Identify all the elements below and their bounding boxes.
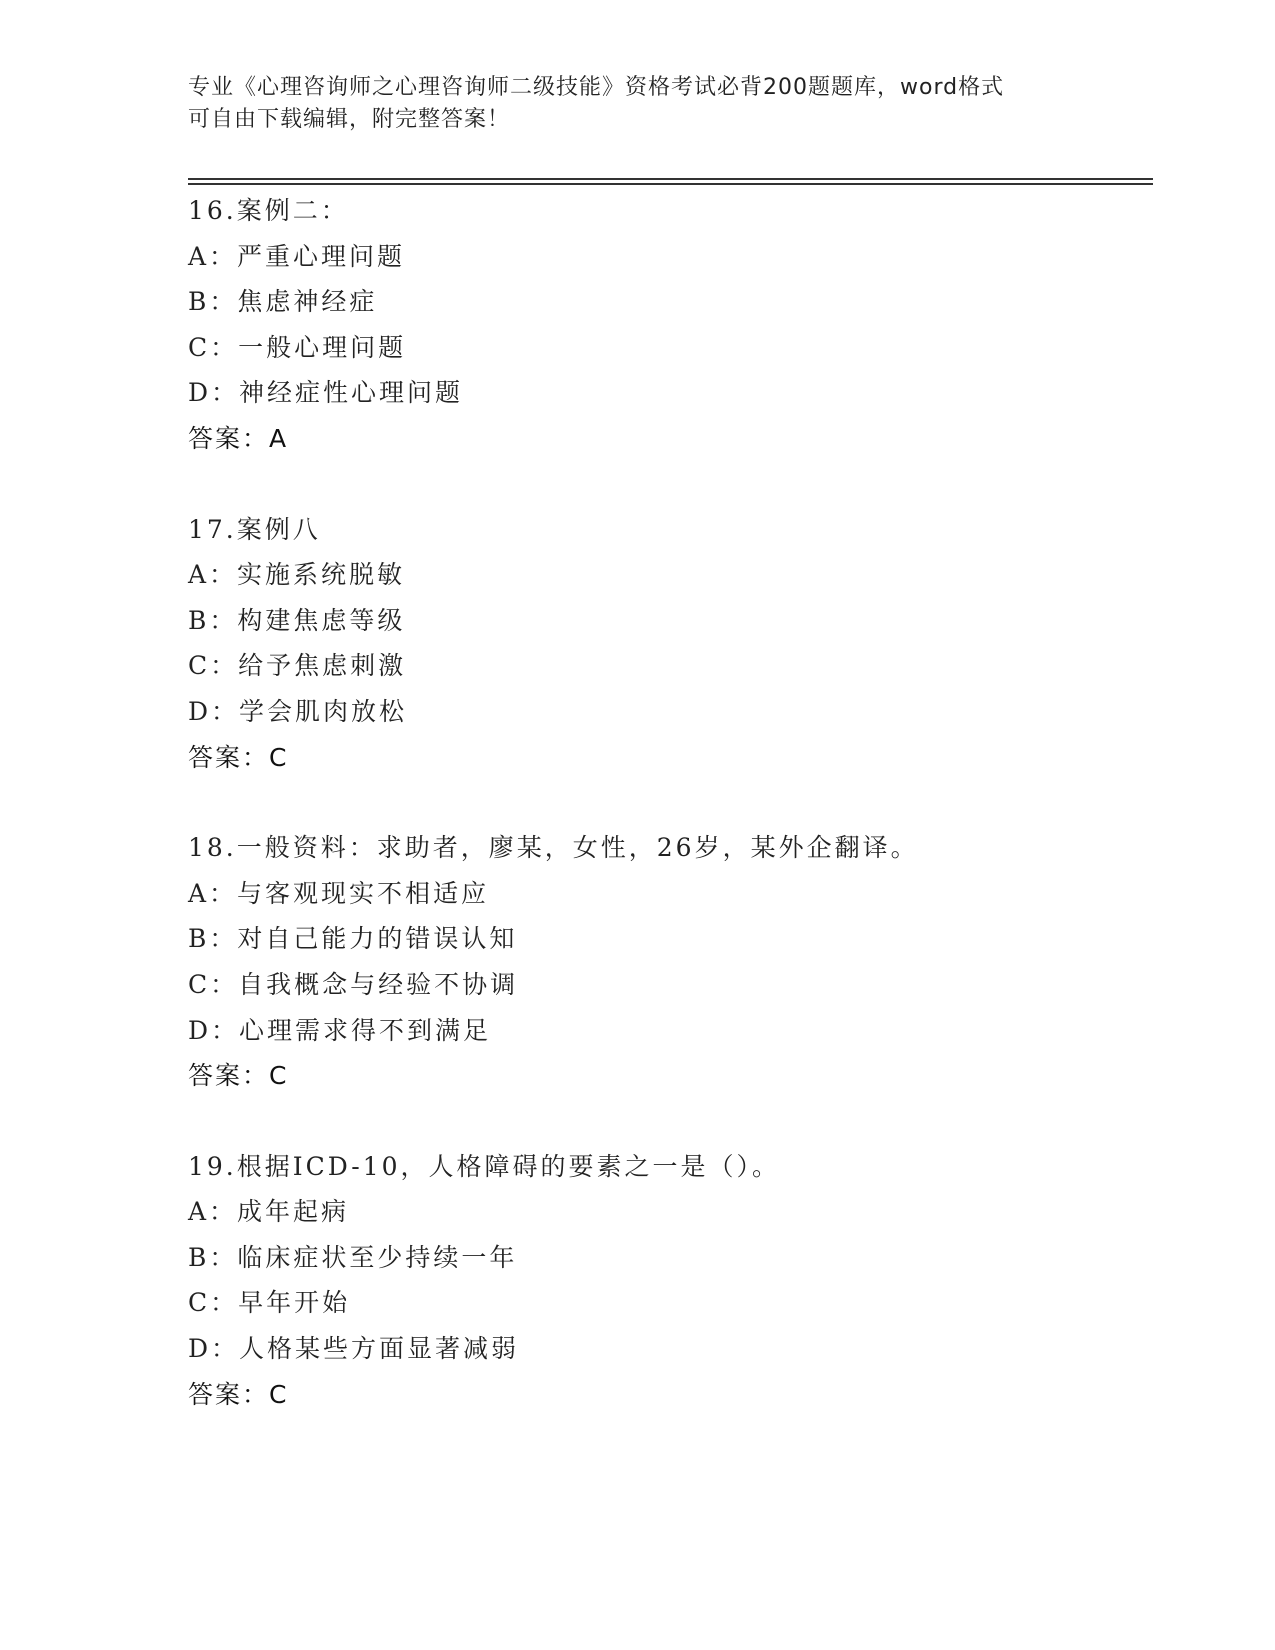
option-c: C：早年开始 bbox=[188, 1288, 351, 1318]
option-a: A：成年起病 bbox=[188, 1197, 350, 1227]
option-a: A：与客观现实不相适应 bbox=[188, 878, 490, 908]
option-a: A：实施系统脱敏 bbox=[188, 560, 406, 590]
question-stem: 19.根据ICD-10，人格障碍的要素之一是（）。 bbox=[188, 1151, 781, 1181]
option-d: D：人格某些方面显著减弱 bbox=[188, 1334, 520, 1364]
option-d: D：神经症性心理问题 bbox=[188, 378, 464, 408]
answer-line: 答案：C bbox=[188, 1061, 289, 1091]
header-line-1: 专业《心理咨询师之心理咨询师二级技能》资格考试必背200题题库，word格式 bbox=[188, 75, 1005, 100]
question-17 bbox=[188, 507, 1148, 781]
question-18 bbox=[188, 825, 1148, 1099]
header-divider-top bbox=[188, 178, 1153, 180]
header-divider-bottom bbox=[188, 183, 1153, 185]
question-list bbox=[188, 188, 1148, 1462]
answer-line: 答案：C bbox=[188, 1379, 289, 1409]
option-b: B：对自己能力的错误认知 bbox=[188, 924, 518, 954]
answer-line: 答案：C bbox=[188, 742, 289, 772]
option-a: A：严重心理问题 bbox=[188, 241, 406, 271]
question-stem: 18.一般资料：求助者，廖某，女性，26岁，某外企翻译。 bbox=[188, 833, 919, 863]
option-c: C：一般心理问题 bbox=[188, 332, 407, 362]
header-line-2: 可自由下载编辑，附完整答案！ bbox=[188, 107, 511, 132]
option-d: D：学会肌肉放松 bbox=[188, 696, 408, 726]
option-b: B：临床症状至少持续一年 bbox=[188, 1242, 518, 1272]
question-stem: 17.案例八 bbox=[188, 514, 321, 544]
question-16 bbox=[188, 188, 1148, 462]
option-c: C：自我概念与经验不协调 bbox=[188, 969, 519, 999]
option-c: C：给予焦虑刺激 bbox=[188, 651, 407, 681]
question-19 bbox=[188, 1144, 1148, 1418]
option-b: B：焦虑神经症 bbox=[188, 287, 378, 317]
option-d: D：心理需求得不到满足 bbox=[188, 1015, 492, 1045]
answer-line: 答案：A bbox=[188, 423, 289, 453]
option-b: B：构建焦虑等级 bbox=[188, 605, 406, 635]
question-stem: 16.案例二： bbox=[188, 196, 349, 225]
document-header bbox=[188, 72, 1088, 136]
